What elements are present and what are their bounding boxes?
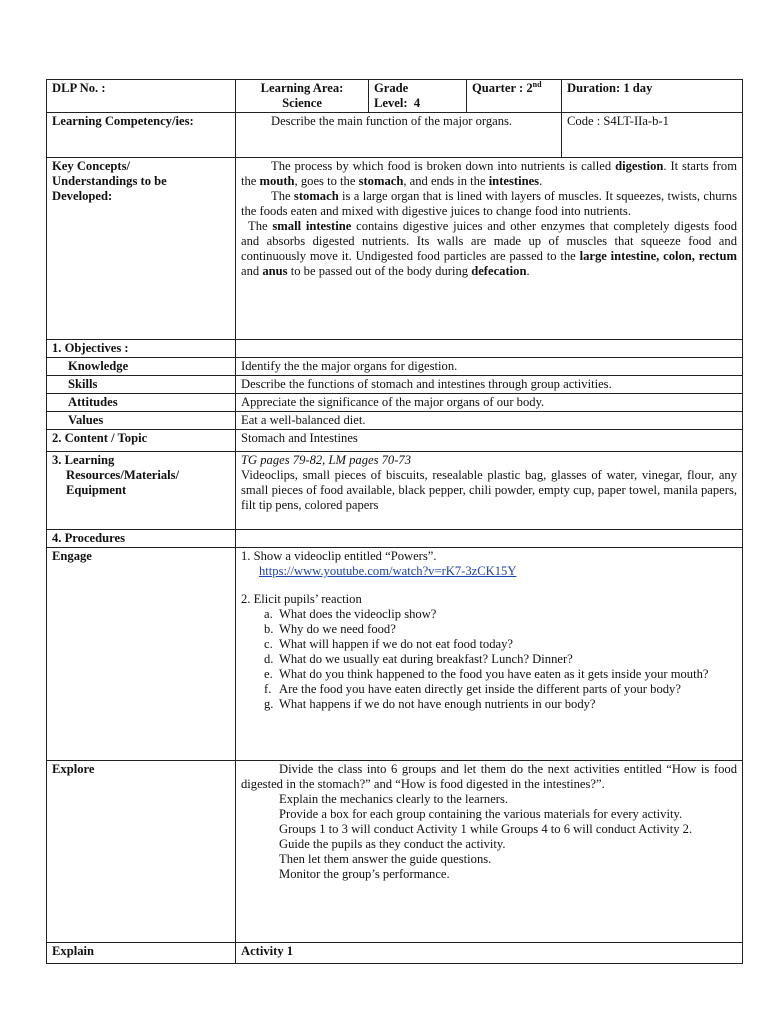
procedures-empty: [236, 530, 743, 548]
resources-pages: TG pages 79-82, LM pages 70-73: [241, 453, 412, 467]
question-letter: c.: [264, 637, 273, 651]
question-letter: g.: [264, 697, 274, 711]
key-concepts-label: [47, 158, 236, 340]
engage-row: [47, 548, 743, 761]
kc-bold: large intestine, colon, rectum: [579, 249, 737, 263]
explore-p6: Then let them answer the guide questions.: [279, 852, 492, 866]
objective-skills-row: [47, 376, 743, 394]
explore-p4: Groups 1 to 3 will conduct Activity 1 while Groups 4 to 6 will conduct Activity 2.: [279, 822, 693, 836]
explore-p3: Provide a box for each group containing the various materials for every activity.: [279, 807, 683, 821]
question-text: What do we usually eat during breakfast? Lunch? Dinner?: [279, 652, 573, 666]
kc-text: . It starts from the: [241, 159, 737, 188]
list-item: [264, 652, 737, 667]
objective-skills-label: Skills: [47, 376, 236, 394]
learning-area-label: Learning Area:: [260, 81, 344, 95]
competency-text: Describe the main function of the major organs.: [236, 113, 562, 158]
key-concepts-label-2: Understandings to be: [52, 174, 167, 188]
explore-p1: Divide the class into 6 groups and let them do the next activities entitled “How is food digested in the stomach?” and “How is food digested in the intestines?”.: [241, 762, 737, 791]
key-concepts-text: [236, 158, 743, 340]
kc-bold: intestines: [488, 174, 540, 188]
explain-row: [47, 943, 743, 964]
explore-label: Explore: [47, 761, 236, 943]
resources-row: [47, 452, 743, 530]
kc-text: and: [241, 264, 263, 278]
question-letter: e.: [264, 667, 273, 681]
explore-p2: Explain the mechanics clearly to the learners.: [279, 792, 509, 806]
objectives-row: [47, 340, 743, 358]
grade-level-value: Level: 4: [374, 96, 421, 110]
objective-values-value: Eat a well-balanced diet.: [236, 412, 743, 430]
list-item: [264, 682, 737, 697]
kc-text: is a large organ that is lined with layers of muscles. It squeezes, twists, churns the foods eaten and mixed with digestive juices to change food into nutrients.: [241, 189, 737, 218]
quarter-label: Quarter : 2: [472, 81, 533, 95]
competency-code: Code : S4LT-IIa-b-1: [562, 113, 743, 158]
objective-values-label: Values: [47, 412, 236, 430]
objective-knowledge-value: Identify the the major organs for digestion.: [236, 358, 743, 376]
question-text: Are the food you have eaten directly get inside the different parts of your body?: [279, 682, 681, 696]
quarter-sup: nd: [532, 79, 542, 89]
kc-text: The: [271, 189, 294, 203]
kc-bold: mouth: [259, 174, 295, 188]
competency-label: Learning Competency/ies:: [47, 113, 236, 158]
resources-label: [47, 452, 236, 530]
engage-step-2: 2. Elicit pupils’ reaction: [241, 592, 362, 606]
header-row: [47, 80, 743, 113]
resources-label-3: Equipment: [66, 483, 127, 497]
key-concepts-row: [47, 158, 743, 340]
objective-values-row: [47, 412, 743, 430]
duration-cell: Duration: 1 day: [562, 80, 743, 113]
objective-knowledge-label: Knowledge: [47, 358, 236, 376]
objective-attitudes-row: [47, 394, 743, 412]
engage-questions: [241, 607, 737, 712]
objective-knowledge-row: [47, 358, 743, 376]
grade-label: Grade: [374, 81, 409, 95]
kc-text: contains digestive juices and other enzymes that completely digests food and absorbs digested nutrients. Its walls are made up of muscles that squeeze food and continuously move it. Undigested food particles are passed to the: [241, 219, 738, 263]
dlp-no-label: DLP No. :: [47, 80, 236, 113]
resources-label-1: 3. Learning: [52, 453, 115, 467]
kc-bold: small intestine: [272, 219, 352, 233]
explain-value: Activity 1: [236, 943, 743, 964]
objectives-label: 1. Objectives :: [47, 340, 236, 358]
objective-skills-value: Describe the functions of stomach and intestines through group activities.: [236, 376, 743, 394]
list-item: [264, 667, 737, 682]
content-row: [47, 430, 743, 452]
objective-attitudes-label: Attitudes: [47, 394, 236, 412]
list-item: [264, 622, 737, 637]
resources-materials: Videoclips, small pieces of biscuits, resealable plastic bag, glasses of water, vinegar, flour, any small pieces of food available, black pepper, chili powder, empty cup, paper towel, manila papers, filt tip pens, colored papers: [241, 468, 737, 512]
learning-area-value: Science: [282, 96, 322, 110]
engage-step-1: 1. Show a videoclip entitled “Powers”.: [241, 549, 437, 563]
kc-text: .: [539, 174, 543, 188]
key-concepts-p3: [241, 219, 737, 279]
question-letter: d.: [264, 652, 274, 666]
kc-bold: digestion: [615, 159, 664, 173]
question-text: Why do we need food?: [279, 622, 396, 636]
engage-label: Engage: [47, 548, 236, 761]
question-letter: a.: [264, 607, 273, 621]
explore-row: [47, 761, 743, 943]
key-concepts-label-1: Key Concepts/: [52, 159, 131, 173]
explore-content: [236, 761, 743, 943]
resources-value: [236, 452, 743, 530]
explore-p5: Guide the pupils as they conduct the activity.: [279, 837, 506, 851]
question-text: What will happen if we do not eat food today?: [279, 637, 513, 651]
quarter-cell: [467, 80, 562, 113]
question-text: What happens if we do not have enough nutrients in our body?: [279, 697, 596, 711]
key-concepts-p1: [241, 159, 737, 189]
engage-content: [236, 548, 743, 761]
procedures-row: [47, 530, 743, 548]
question-text: What do you think happened to the food you have eaten as it gets inside your mouth?: [279, 667, 709, 681]
question-letter: b.: [264, 622, 274, 636]
competency-row: [47, 113, 743, 158]
content-label: 2. Content / Topic: [47, 430, 236, 452]
kc-bold: anus: [262, 264, 288, 278]
list-item: [264, 637, 737, 652]
grade-level-cell: [369, 80, 467, 113]
content-value: Stomach and Intestines: [236, 430, 743, 452]
objectives-empty: [236, 340, 743, 358]
kc-text: The: [248, 219, 273, 233]
dlp-table: [46, 79, 743, 964]
learning-area-cell: [236, 80, 369, 113]
explain-label: Explain: [47, 943, 236, 964]
kc-bold: stomach: [358, 174, 404, 188]
list-item: [264, 697, 737, 712]
kc-text: The process by which food is broken down into nutrients is called: [271, 159, 616, 173]
objective-attitudes-value: Appreciate the significance of the major organs of our body.: [236, 394, 743, 412]
kc-text: to be passed out of the body during: [287, 264, 472, 278]
kc-bold: defecation: [471, 264, 527, 278]
video-link[interactable]: https://www.youtube.com/watch?v=rK7-3zCK15Y: [259, 564, 517, 578]
procedures-label: 4. Procedures: [47, 530, 236, 548]
kc-bold: stomach: [293, 189, 339, 203]
resources-label-2: Resources/Materials/: [66, 468, 180, 482]
kc-text: , and ends in the: [403, 174, 489, 188]
key-concepts-p2: [241, 189, 737, 219]
key-concepts-label-3: Developed:: [52, 189, 113, 203]
list-item: [264, 607, 737, 622]
kc-text: .: [526, 264, 530, 278]
question-letter: f.: [264, 682, 272, 696]
kc-text: , goes to the: [294, 174, 359, 188]
explore-p7: Monitor the group’s performance.: [279, 867, 450, 881]
question-text: What does the videoclip show?: [279, 607, 437, 621]
